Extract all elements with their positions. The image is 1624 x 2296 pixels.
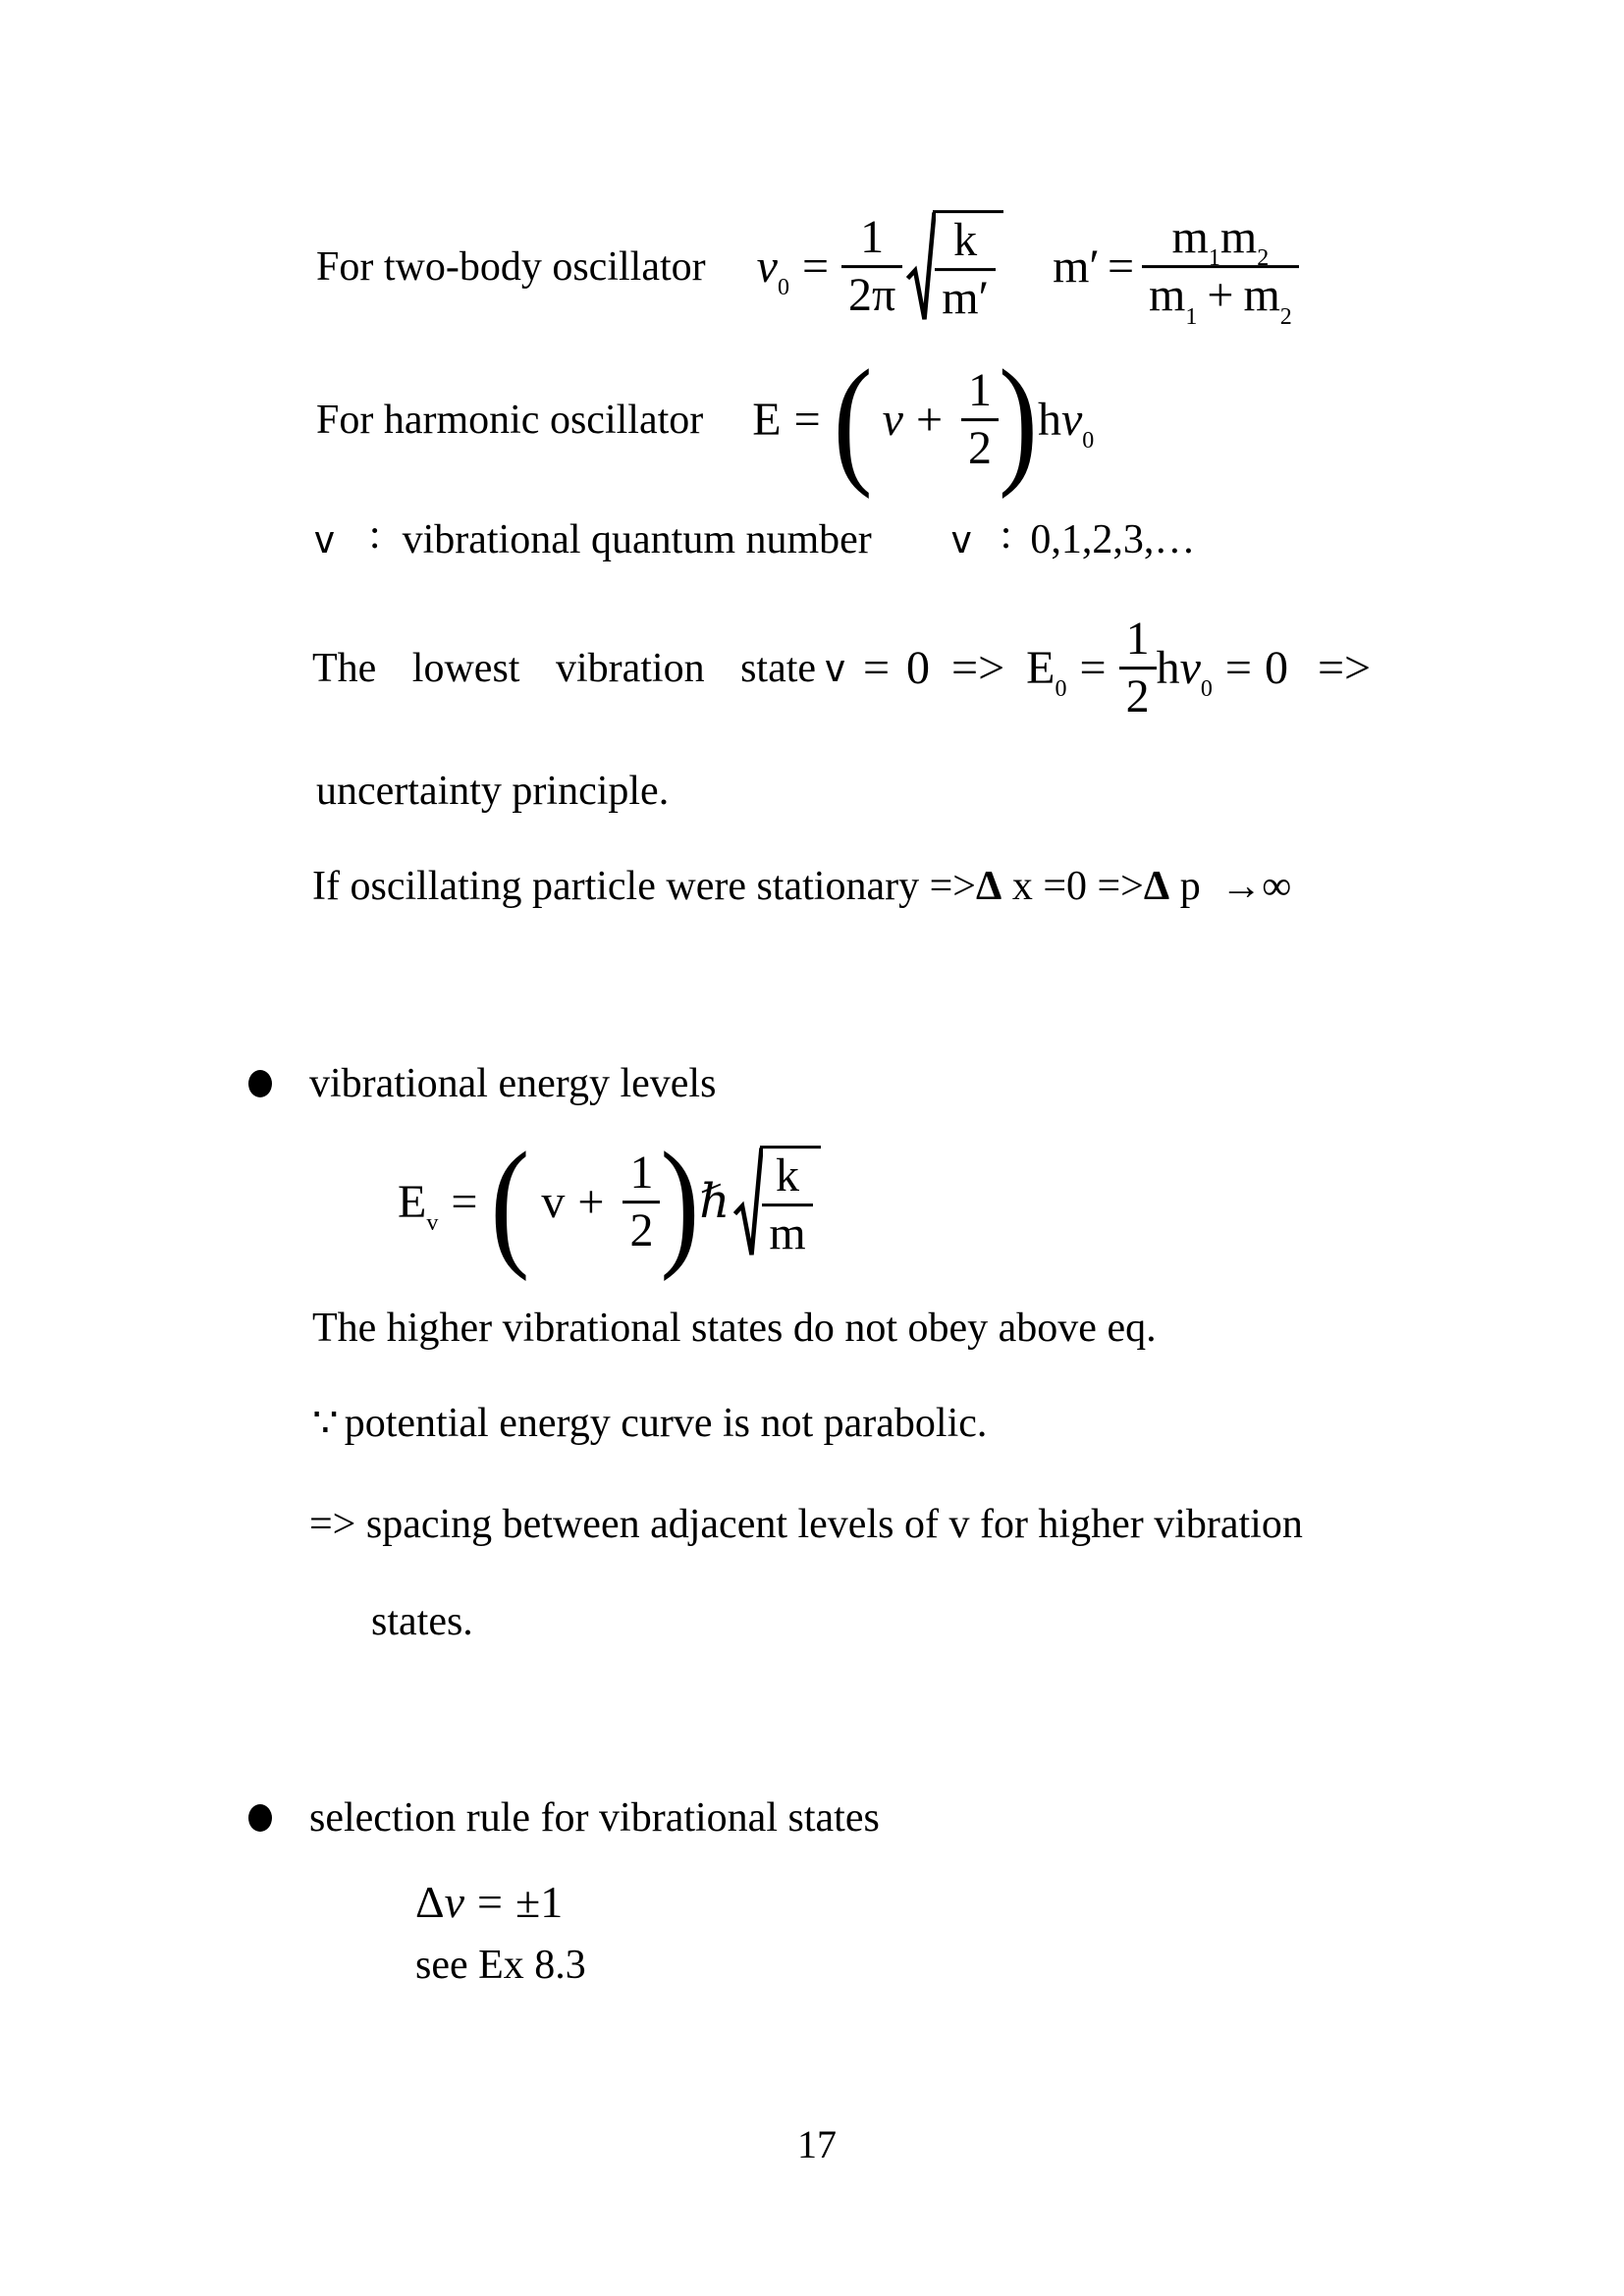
E-subscript: 0 xyxy=(1055,676,1067,703)
v-symbol: v xyxy=(949,518,973,561)
colon: : xyxy=(1000,511,1012,558)
line-spacing-states xyxy=(371,1597,473,1646)
bullet-icon xyxy=(248,1804,272,1832)
right-paren: ) xyxy=(660,1122,700,1282)
nu-subscript: 0 xyxy=(1200,676,1213,703)
line-see-example xyxy=(415,1941,586,1990)
bullet-vibrational-energy xyxy=(248,1063,716,1104)
square-root xyxy=(906,210,1003,324)
denominator: 2 xyxy=(961,419,999,474)
numerator xyxy=(1165,211,1276,272)
spacing-text: => spacing between adjacent levels of v for higher vibration xyxy=(309,1501,1303,1547)
line-uncertainty xyxy=(316,767,669,816)
fraction-k-over-m-prime xyxy=(935,216,996,324)
two-body-label: For two-body oscillator xyxy=(316,244,706,290)
plus-sign: + xyxy=(577,1176,605,1228)
page-number xyxy=(797,2121,837,2168)
stationary-text: If oscillating particle were stationary => xyxy=(312,863,976,909)
v-symbol: v xyxy=(824,647,846,690)
delta-x-text: x =0 => xyxy=(1001,863,1144,909)
m1-subscript: 1 xyxy=(1208,245,1220,272)
quantum-values: 0,1,2,3,… xyxy=(1030,517,1196,562)
harmonic-label: For harmonic oscillator xyxy=(316,398,704,443)
plus-sign: + xyxy=(1207,269,1234,322)
m1-base: m xyxy=(1171,211,1209,264)
radical-icon xyxy=(906,210,936,324)
numerator: 1 xyxy=(1125,613,1150,666)
bullet-selection-label: selection rule for vibrational states xyxy=(309,1795,880,1841)
quantum-number-text: vibrational quantum number xyxy=(402,517,872,562)
reduced-mass-lhs xyxy=(1053,240,1142,293)
left-paren: ( xyxy=(833,340,873,500)
spacing-states-text: states. xyxy=(371,1598,473,1644)
fraction-one-over-2pi xyxy=(841,213,902,321)
higher-states-text: The higher vibrational states do not obey above eq. xyxy=(312,1305,1157,1351)
numerator: 1 xyxy=(968,364,993,417)
delta-symbol: Δ xyxy=(975,863,1002,909)
bullet-energy-label: vibrational energy levels xyxy=(309,1061,717,1106)
Ev-equals-term xyxy=(398,1176,490,1237)
line-energy-formula xyxy=(398,1122,821,1282)
E-symbol: E xyxy=(752,394,782,446)
line-spacing xyxy=(309,1500,1303,1549)
E-symbol: E xyxy=(398,1176,427,1228)
E0-equals-term xyxy=(1026,642,1118,703)
equals-sign: = xyxy=(801,240,830,293)
numerator: k xyxy=(776,1149,800,1202)
plus-sign: + xyxy=(915,394,944,446)
denominator xyxy=(1142,266,1299,330)
delta-symbol: Δ xyxy=(1143,863,1170,909)
lowest-state-text: The lowest vibration state xyxy=(312,646,817,691)
m1-subscript: 1 xyxy=(1185,303,1198,330)
line-because xyxy=(312,1399,987,1448)
numerator: k xyxy=(953,214,978,267)
h-nu0-equals-zero xyxy=(1156,642,1288,703)
plus-minus-one: ±1 xyxy=(514,1877,564,1927)
equals-sign: = xyxy=(1107,240,1135,293)
line-selection-formula xyxy=(415,1877,564,1927)
equals-sign: = xyxy=(451,1176,478,1228)
page-number-value: 17 xyxy=(797,2122,837,2166)
denominator: m xyxy=(762,1204,812,1259)
m2-subscript: 2 xyxy=(1257,245,1270,272)
bullet-icon xyxy=(248,1070,272,1097)
infinity-symbol: ∞ xyxy=(1262,863,1292,909)
h-symbol: h xyxy=(1037,394,1061,446)
zero-value: 0 xyxy=(1264,642,1288,694)
radical-icon xyxy=(733,1146,763,1259)
fraction-k-over-m xyxy=(762,1151,812,1259)
v-term xyxy=(541,1176,617,1228)
denominator: m′ xyxy=(935,269,996,324)
because-text: potential energy curve is not parabolic. xyxy=(344,1400,988,1446)
equals-sign: = xyxy=(1079,642,1107,694)
left-paren: ( xyxy=(490,1122,530,1282)
m1-base: m xyxy=(1149,269,1186,322)
right-paren: ) xyxy=(999,340,1038,500)
line-harmonic-oscillator xyxy=(316,340,1095,500)
nu-symbol: ν xyxy=(1060,394,1083,446)
hbar-symbol: ℏ xyxy=(699,1176,731,1228)
line-two-body-oscillator xyxy=(316,210,1299,330)
line-higher-states xyxy=(312,1304,1157,1353)
radicand xyxy=(933,210,1003,324)
equals-sign: = xyxy=(793,394,821,446)
line-stationary xyxy=(312,862,1291,911)
v-symbol: v xyxy=(313,518,336,561)
nu-symbol: ν xyxy=(756,240,778,293)
v-term xyxy=(882,394,955,446)
h-symbol: h xyxy=(1156,642,1180,694)
line-quantum-number xyxy=(313,511,1196,562)
E-equals-term xyxy=(752,394,833,446)
fraction-one-half xyxy=(623,1148,660,1256)
equals-sign: = xyxy=(477,1877,503,1927)
m2-base: m xyxy=(1219,211,1258,264)
equals-sign: = xyxy=(1224,642,1252,694)
bullet-selection-rule xyxy=(248,1797,880,1839)
m2-subscript: 2 xyxy=(1279,303,1292,330)
rightarrow-symbol: → xyxy=(1220,863,1263,909)
nu-subscript: 0 xyxy=(1082,428,1095,454)
fraction-one-half xyxy=(1119,614,1157,722)
E-subscript: v xyxy=(426,1210,439,1237)
implies-arrow: => xyxy=(951,642,1005,694)
m-prime-symbol: m′ xyxy=(1053,240,1100,293)
v-symbol: v xyxy=(444,1877,465,1927)
equals-sign: = xyxy=(862,642,891,694)
numerator: 1 xyxy=(629,1147,654,1200)
line-lowest-state xyxy=(312,614,1371,722)
nu-subscript: 0 xyxy=(777,275,789,301)
colon: : xyxy=(368,511,381,558)
uncertainty-text: uncertainty principle. xyxy=(316,768,670,814)
radicand xyxy=(760,1146,820,1259)
denominator: 2 xyxy=(623,1201,660,1256)
delta-p-text: p xyxy=(1169,863,1212,909)
h-nu0-term xyxy=(1037,394,1095,454)
implies-arrow: => xyxy=(1317,642,1372,694)
numerator: 1 xyxy=(860,211,885,264)
E-symbol: E xyxy=(1026,642,1056,694)
denominator: 2π xyxy=(841,266,902,321)
because-symbol: ∵ xyxy=(312,1400,339,1446)
square-root xyxy=(733,1146,820,1259)
reduced-mass-fraction xyxy=(1142,211,1299,330)
v-symbol: v xyxy=(882,394,903,446)
delta-symbol: Δ xyxy=(415,1877,445,1927)
nu-symbol: ν xyxy=(1179,642,1201,694)
nu0-equals-term xyxy=(756,240,841,301)
m2-base: m xyxy=(1243,269,1280,322)
fraction-one-half xyxy=(961,366,999,474)
see-example-text: see Ex 8.3 xyxy=(415,1942,586,1988)
denominator: 2 xyxy=(1119,667,1157,722)
zero-value: 0 xyxy=(906,642,931,694)
v-symbol: v xyxy=(541,1176,566,1228)
